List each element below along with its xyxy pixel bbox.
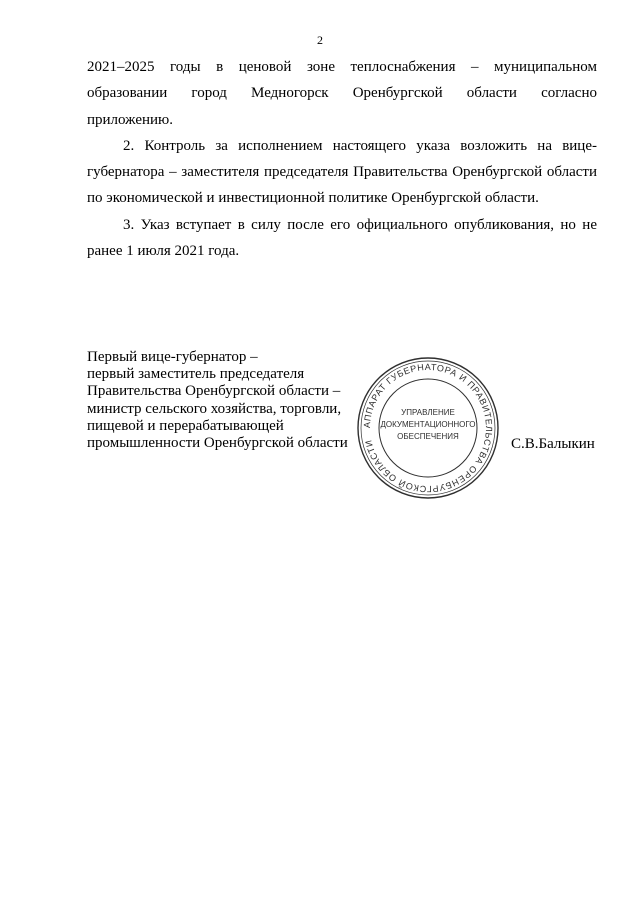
- paragraph-1-end: приложению.: [87, 111, 174, 128]
- seal-inner-line-3: ОБЕСПЕЧЕНИЯ: [397, 432, 459, 441]
- position-line-2: первый заместитель председателя: [87, 366, 305, 383]
- seal-outer-text-path: АППАРАТ ГУБЕРНАТОРА И ПРАВИТЕЛЬСТВА ОРЕНБУРГСКОЙ ОБЛАСТИ: [361, 361, 495, 495]
- paragraph-3: 3. Указ вступает в силу после его официального опубликования, но не ранее 1 июля 2021 года.: [87, 216, 597, 260]
- signatory-position: [87, 349, 387, 452]
- position-line-4: министр сельского хозяйства, торговли,: [87, 400, 342, 417]
- position-line-1: Первый вице-губернатор –: [87, 349, 258, 365]
- document-body: [87, 54, 597, 264]
- official-seal-stamp: [355, 355, 501, 501]
- position-line-6: промышленности Оренбургской области: [87, 435, 348, 452]
- paragraph-2: 2. Контроль за исполнением настоящего указа возложить на вице-губернатора – заместителя председателя Правительства Оренбургской области по экономической и инвестиционной политике Оренбургской области.: [87, 137, 597, 207]
- page-number: 2: [317, 33, 323, 47]
- paragraph-1-continued: 2021–2025 годы в ценовой зоне теплоснабжения – муниципальном образовании город Медногорск Оренбургской области согласно: [87, 59, 597, 102]
- position-line-5: пищевой и перерабатывающей: [87, 417, 284, 434]
- position-line-3: Правительства Оренбургской области –: [87, 383, 341, 400]
- seal-inner-line-2: ДОКУМЕНТАЦИОННОГО: [380, 420, 476, 429]
- signatory-name: С.В.Балыкин: [511, 436, 595, 452]
- seal-inner-line-1: УПРАВЛЕНИЕ: [401, 408, 455, 417]
